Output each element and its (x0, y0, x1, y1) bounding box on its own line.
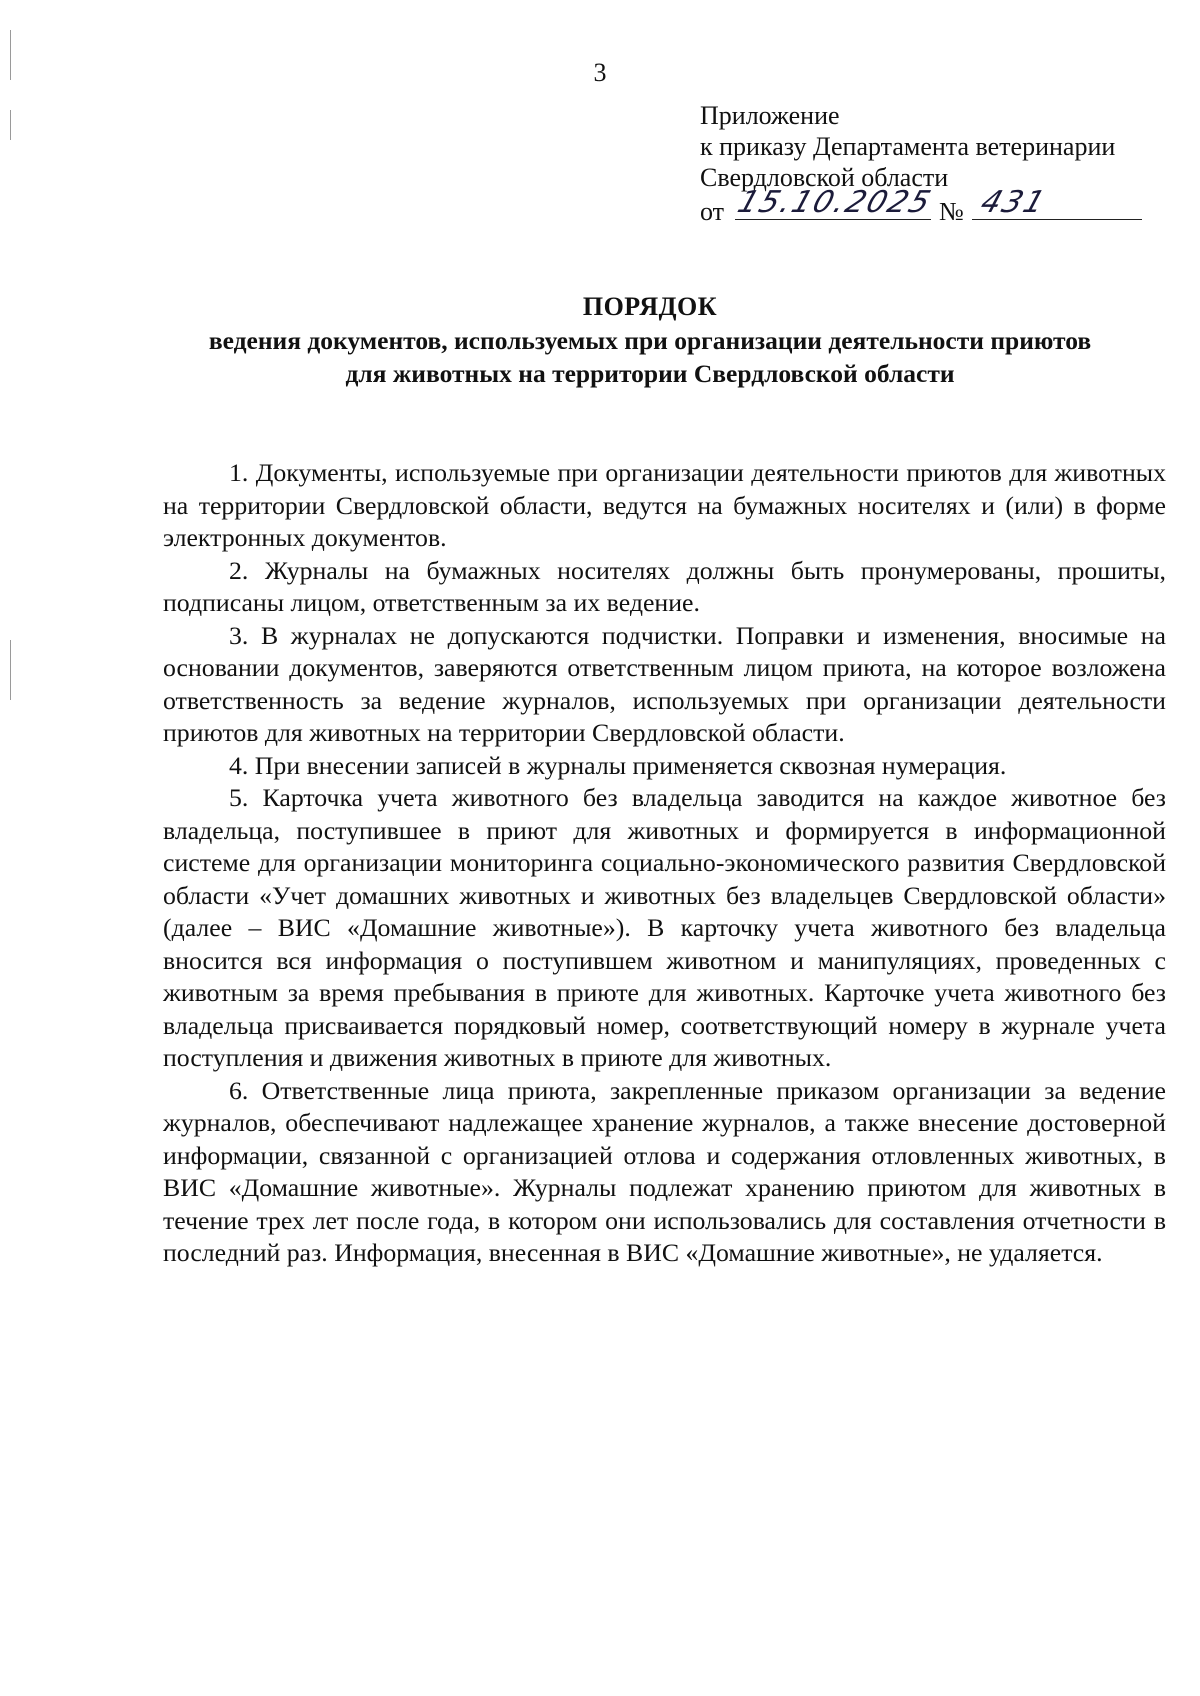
handwritten-number: 431 (976, 185, 1052, 220)
page-number: 3 (593, 58, 607, 87)
scan-edge-mark (10, 640, 11, 700)
paragraph-6: 6. Ответственные лица приюта, закрепленные приказом организации за ведение журналов, обеспечивают надлежащее хранение журналов, а также внесение достоверной информации, связанной с организацией отлова и содержания отловленных животных, в ВИС «Домашние животные». Журналы подлежат хранению приютом для животных в течение трех лет после года, в котором они использовались для составления отчетности в последний раз. Информация, внесенная в ВИС «Домашние животные», не удаляется. (163, 1075, 1166, 1267)
paragraph-1: 1. Документы, используемые при организации деятельности приютов для животных на территории Свердловской области, ведутся на бумажных носителях и (или) в форме электронных документов. (163, 458, 1166, 552)
title-subtitle-line-1: ведения документов, используемых при организации деятельности приютов (208, 326, 1092, 355)
scan-edge-mark (10, 110, 11, 140)
appendix-block (700, 100, 1170, 227)
from-label: от (700, 197, 725, 226)
appendix-order-ref: к приказу Департамента ветеринарии (700, 132, 1116, 161)
appendix-region: Свердловской области (700, 163, 949, 192)
date-blank (732, 185, 936, 220)
paragraph-4: 4. При внесении записей в журналы применяется сквозная нумерация. (229, 750, 1007, 780)
document-body (163, 457, 1166, 1270)
date-number-row (700, 185, 1170, 227)
number-label: № (939, 197, 964, 226)
paragraph-5: 5. Карточка учета животного без владельца заводится на каждое животное без владельца, поступившее в приют для животных и формируется в информационной системе для организации мониторинга социально-экономического развития Свердловской области «Учет домашних животных и животных без владельцев Свердловской области» (далее – ВИС «Домашние животные»). В карточку учета животного без владельца вносится вся информация о поступившем животном и манипуляциях, проведенных с животным за время пребывания в приюте для животных. Карточке учета животного без владельца присваивается порядковый номер, соответствующий номеру в журнале учета поступления и движения животных в приюте для животных. (163, 783, 1166, 1072)
appendix-label: Приложение (700, 101, 840, 130)
document-title (150, 290, 1150, 390)
paragraph-3: 3. В журналах не допускаются подчистки. Поправки и изменения, вносимые на основании документов, заверяются ответственным лицом приюта, на которое возложена ответственность за ведение журналов, используемых при организации деятельности приютов для животных на территории Свердловской области. (163, 620, 1166, 747)
title-main: ПОРЯДОК (582, 292, 718, 321)
title-subtitle-line-2: для животных на территории Свердловской области (345, 359, 955, 388)
number-blank (972, 185, 1142, 220)
paragraph-2: 2. Журналы на бумажных носителях должны быть пронумерованы, прошиты, подписаны лицом, ответственным за их ведение. (163, 555, 1166, 617)
handwritten-date: 15.10.2025 (732, 185, 936, 220)
